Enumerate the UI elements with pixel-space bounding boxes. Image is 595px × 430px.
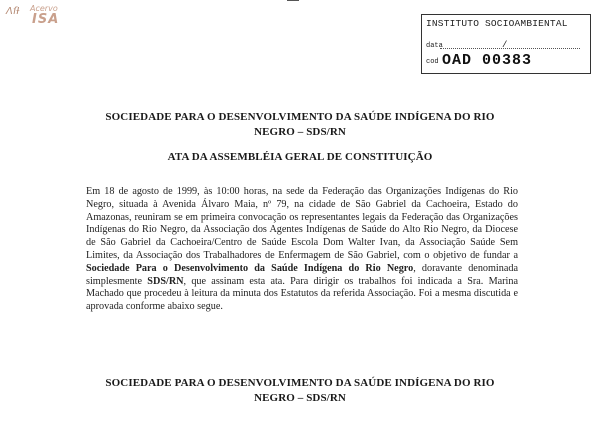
stamp-date-line: [440, 48, 580, 49]
acervo-isa-logo: [6, 4, 76, 28]
stamp-organization: INSTITUTO SOCIOAMBIENTAL: [426, 18, 568, 29]
paragraph-part3: , que assinam esta ata. Para dirigir os trabalhos foi indicada a Sra. Marina Machado que procedeu à leitura da minuta dos Estatutos da referida Associação. Foi a mesma discutida e aprovada conforme abaixo segue.: [86, 275, 519, 313]
paragraph-part1: Em 18 de agosto de 1999, às 10:00 horas, na sede da Federação das Organizações Indígenas do Rio Negro, situada à Avenida Álvaro Maia, nº 79, na cidade de São Gabriel da Cachoeira, Estado do Amazonas, reuniram se em primeira convocação os representantes legais da Federação das Organizações Indígenas do Rio Negro, da Associação dos Agentes Indígenas de Saúde do Alto Rio Negro, da Diocese de São Gabriel da Cachoeira/Centro de Saúde Escola Dom Walter Ivan, da Associação Saúde Sem Limites, da Associação dos Trabalhadores de Enfermagem de São Gabriel, com o objetivo de fundar a: [86, 186, 518, 261]
stamp-date-label: data: [426, 42, 443, 50]
logo-acervo-text: Acervo: [30, 4, 58, 13]
title-top-line1: SOCIEDADE PARA O DESENVOLVIMENTO DA SAÚDE INDÍGENA DO RIO: [105, 111, 495, 123]
logo-isa-text: ISA: [32, 12, 60, 27]
title-top-line2: NEGRO – SDS/RN: [254, 126, 346, 138]
paragraph-part2: , doravante denominada simplesmente: [86, 262, 518, 287]
stamp-cod-label: cod: [426, 58, 439, 66]
archive-stamp: [421, 14, 591, 74]
top-dash-mark: [287, 0, 299, 1]
subtitle-text: ATA DA ASSEMBLÉIA GERAL DE CONSTITUIÇÃO: [167, 151, 433, 163]
title-bottom-line2: NEGRO – SDS/RN: [254, 392, 346, 404]
document-subtitle: [60, 150, 540, 165]
paragraph-bold-society-name: Sociedade Para o Desenvolvimento da Saúde Indígena do Rio Negro: [86, 262, 414, 274]
title-bottom-line1: SOCIEDADE PARA O DESENVOLVIMENTO DA SAÚDE INDÍGENA DO RIO: [105, 377, 495, 389]
document-title-top: [60, 110, 540, 140]
paragraph-bold-acronym: SDS/RN: [147, 275, 184, 287]
stamp-code: OAD 00383: [442, 52, 533, 69]
minutes-paragraph: [86, 186, 518, 314]
document-title-bottom: [60, 376, 540, 406]
stamp-date-slash: /: [502, 40, 508, 50]
logo-mark: ɅſƗ: [6, 6, 20, 17]
